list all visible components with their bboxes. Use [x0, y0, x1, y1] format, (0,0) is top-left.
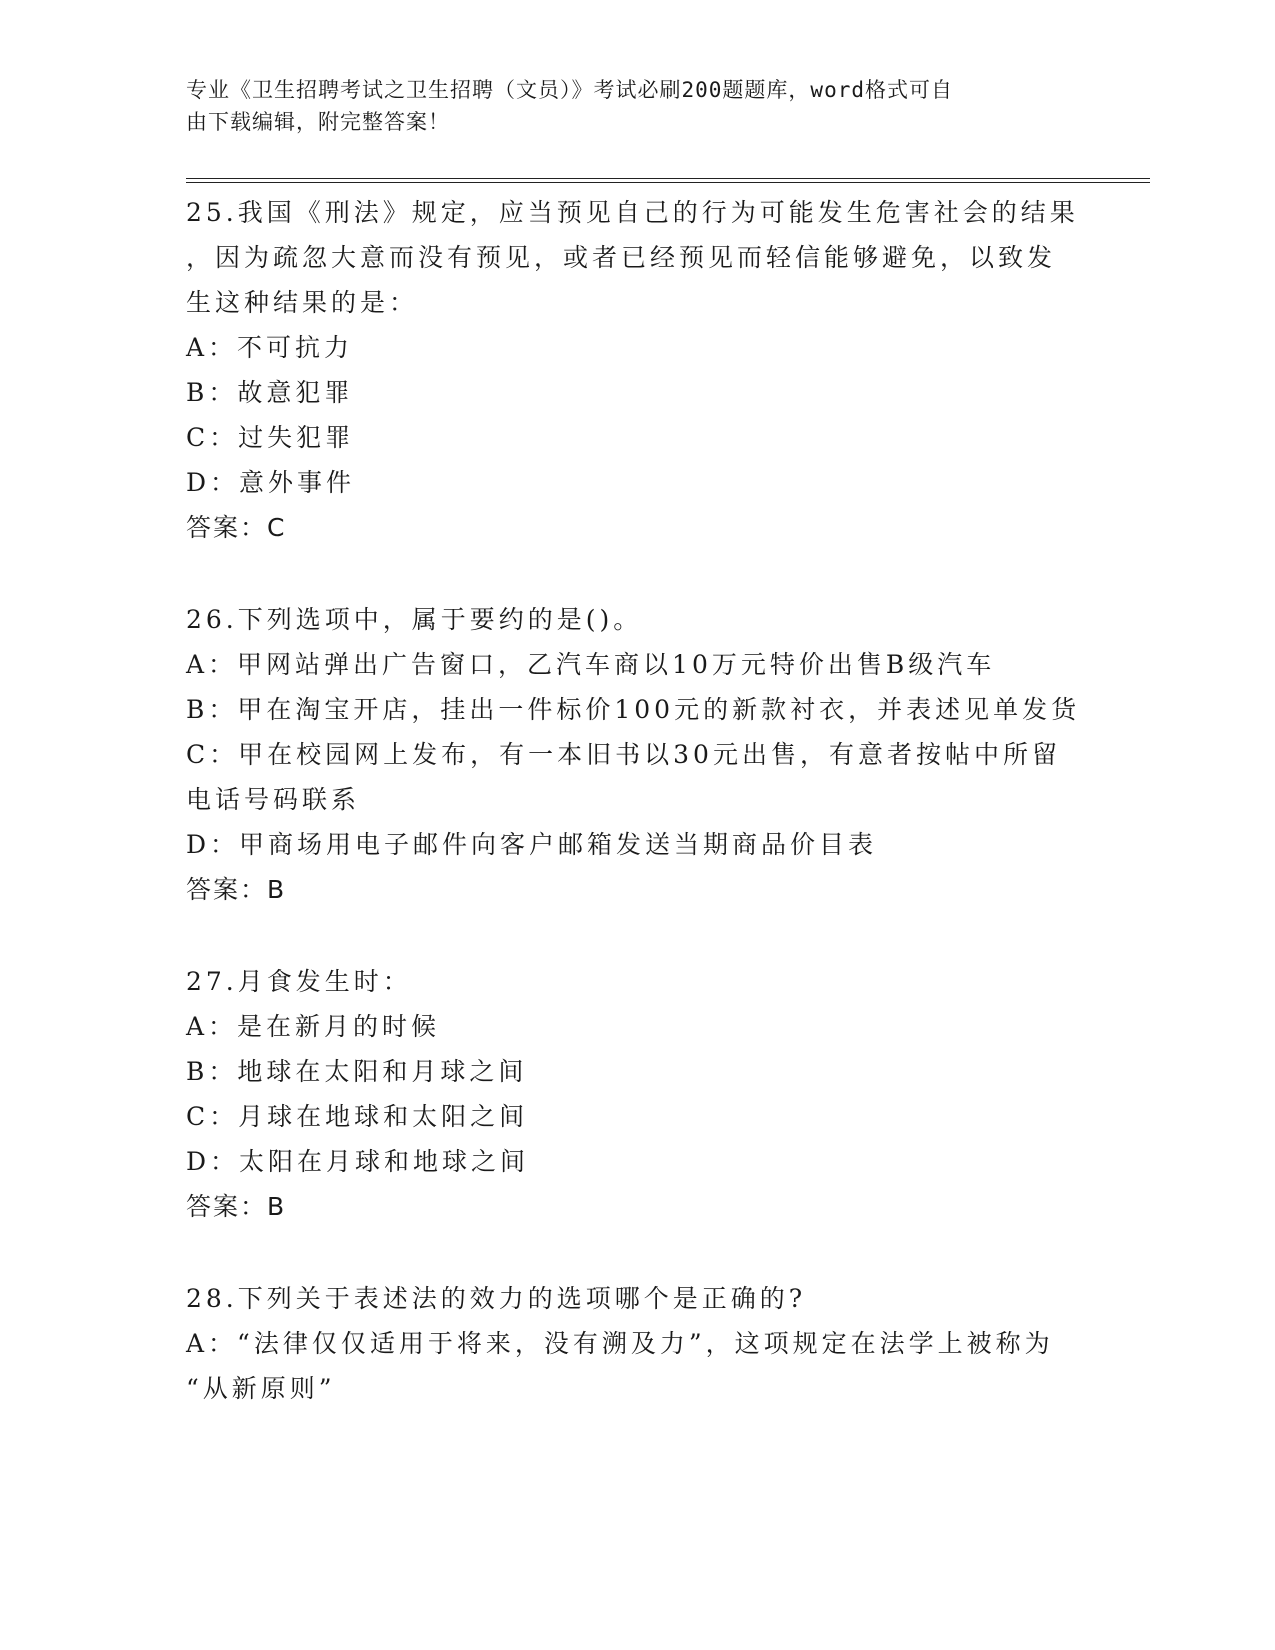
option-a: A：“法律仅仅适用于将来，没有溯及力”，这项规定在法学上被称为: [186, 1329, 1054, 1358]
header-line: 由下载编辑，附完整答案！: [186, 110, 450, 134]
header-line: 专业《卫生招聘考试之卫生招聘（文员）》考试必刷200题题库，word格式可自: [186, 78, 953, 102]
answer-text: 答案：C: [186, 513, 287, 542]
answer-text: 答案：B: [186, 1192, 287, 1221]
option-a: A：甲网站弹出广告窗口，乙汽车商以10万元特价出售B级汽车: [186, 650, 996, 679]
option-b: B：故意犯罪: [186, 378, 354, 407]
answer-text: 答案：B: [186, 875, 287, 904]
question-block: [186, 1276, 1076, 1411]
option-b: B：地球在太阳和月球之间: [186, 1057, 528, 1086]
option-b: B：甲在淘宝开店，挂出一件标价100元的新款衬衣，并表述见单发货: [186, 695, 1081, 724]
question-text: 27.月食发生时：: [186, 967, 412, 996]
option-d: D：太阳在月球和地球之间: [186, 1147, 530, 1176]
option-c: C：月球在地球和太阳之间: [186, 1102, 529, 1131]
option-c: C：过失犯罪: [186, 423, 355, 452]
question-list: [186, 190, 1081, 1458]
question-text: 26.下列选项中，属于要约的是()。: [186, 605, 643, 634]
option-c: C：甲在校园网上发布，有一本旧书以30元出售，有意者按帖中所留: [186, 740, 1061, 769]
header-divider: [186, 182, 1150, 183]
option-a: A：是在新月的时候: [186, 1012, 441, 1041]
question-block: [186, 190, 1079, 550]
document-header: [186, 74, 1066, 138]
option-a-continued: “从新原则”: [186, 1374, 336, 1403]
question-text: 28.下列关于表述法的效力的选项哪个是正确的?: [186, 1284, 807, 1313]
question-text: 25.我国《刑法》规定，应当预见自己的行为可能发生危害社会的结果: [186, 198, 1079, 227]
question-block: [186, 597, 1081, 912]
option-a: A：不可抗力: [186, 333, 354, 362]
question-text: 生这种结果的是：: [186, 288, 419, 317]
question-text: ，因为疏忽大意而没有预见，或者已经预见而轻信能够避免，以致发: [186, 243, 1057, 272]
option-d: D：意外事件: [186, 468, 356, 497]
header-divider: [186, 178, 1150, 179]
question-block: [186, 959, 1076, 1229]
option-c-continued: 电话号码联系: [186, 785, 361, 814]
option-d: D：甲商场用电子邮件向客户邮箱发送当期商品价目表: [186, 830, 878, 859]
